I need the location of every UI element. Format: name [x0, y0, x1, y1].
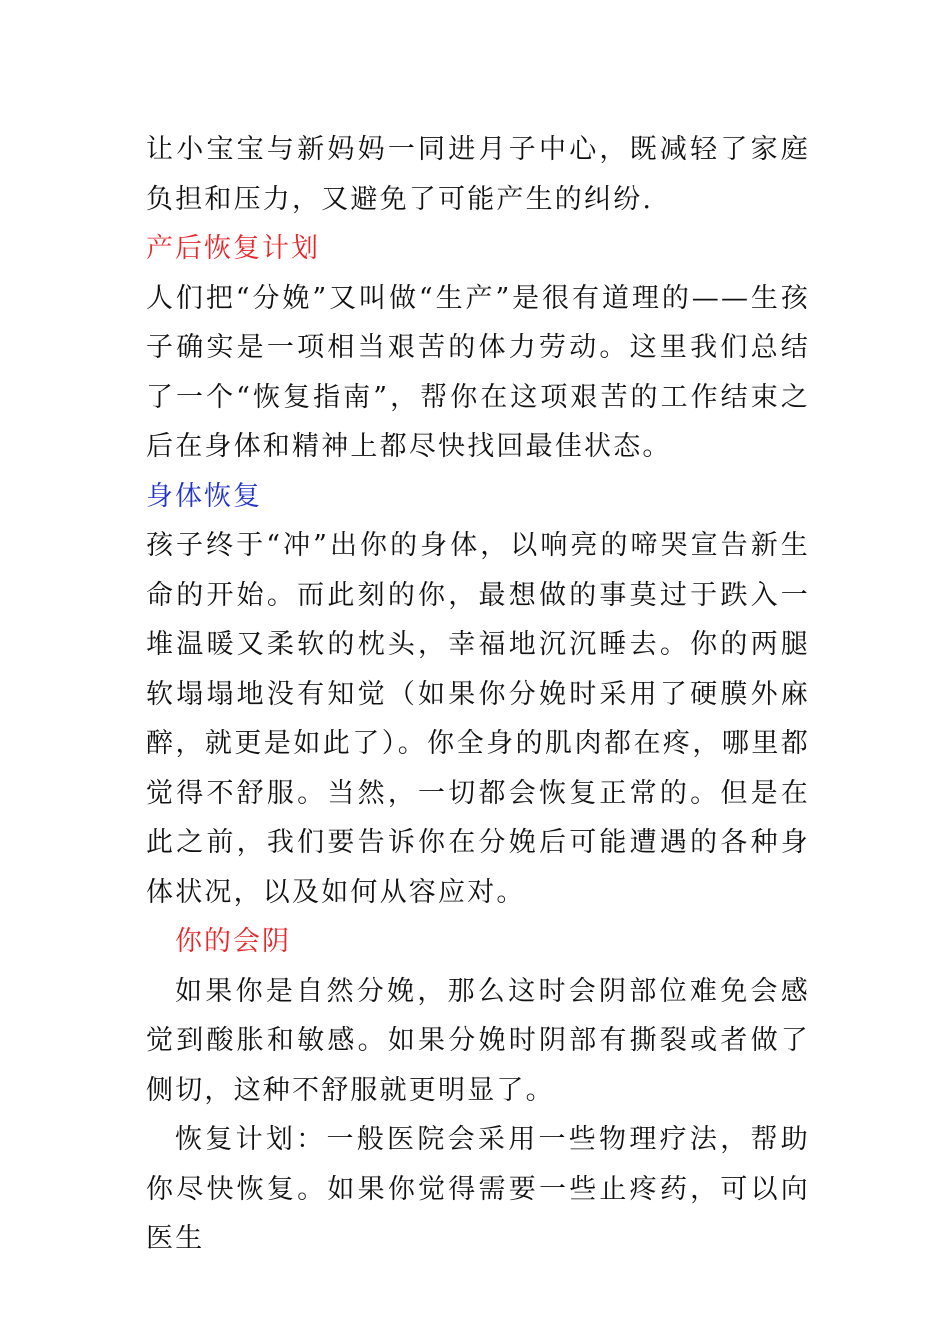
paragraph-intro: 让小宝宝与新妈妈一同进月子中心，既减轻了家庭负担和压力，又避免了可能产生的纠纷.	[146, 134, 810, 215]
heading-perineum: 你的会阴	[175, 926, 291, 957]
paragraph-physical-condition: 孩子终于“冲”出你的身体，以响亮的啼哭宣告新生命的开始。而此刻的你，最想做的事莫过于跌入一堆温暖又柔软的枕头，幸福地沉沉睡去。你的两腿软塌塌地没有知觉（如果你分娩时采用了硬膜外麻醉，就更是如此了）。你全身的肌肉都在疼，哪里都觉得不舒服。当然，一切都会恢复正常的。但是在此之前，我们要告诉你在分娩后可能遭遇的各种身体状况，以及如何从容应对。	[146, 530, 810, 908]
document-body	[146, 125, 810, 1264]
heading-physical-recovery: 身体恢复	[146, 480, 262, 512]
heading-postpartum-recovery-plan: 产后恢复计划	[146, 233, 320, 264]
paragraph-perineum-description: 如果你是自然分娩，那么这时会阴部位难免会感觉到酸胀和敏感。如果分娩时阴部有撕裂或者做了侧切，这种不舒服就更明显了。	[146, 975, 810, 1106]
paragraph-recovery-guide: 人们把“分娩”又叫做“生产”是很有道理的——生孩子确实是一项相当艰苦的体力劳动。这里我们总结了一个“恢复指南”，帮你在这项艰苦的工作结束之后在身体和精神上都尽快找回最佳状态。	[146, 282, 810, 462]
paragraph-recovery-plan: 恢复计划：一般医院会采用一些物理疗法，帮助你尽快恢复。如果你觉得需要一些止疼药，可以向医生	[146, 1124, 810, 1254]
